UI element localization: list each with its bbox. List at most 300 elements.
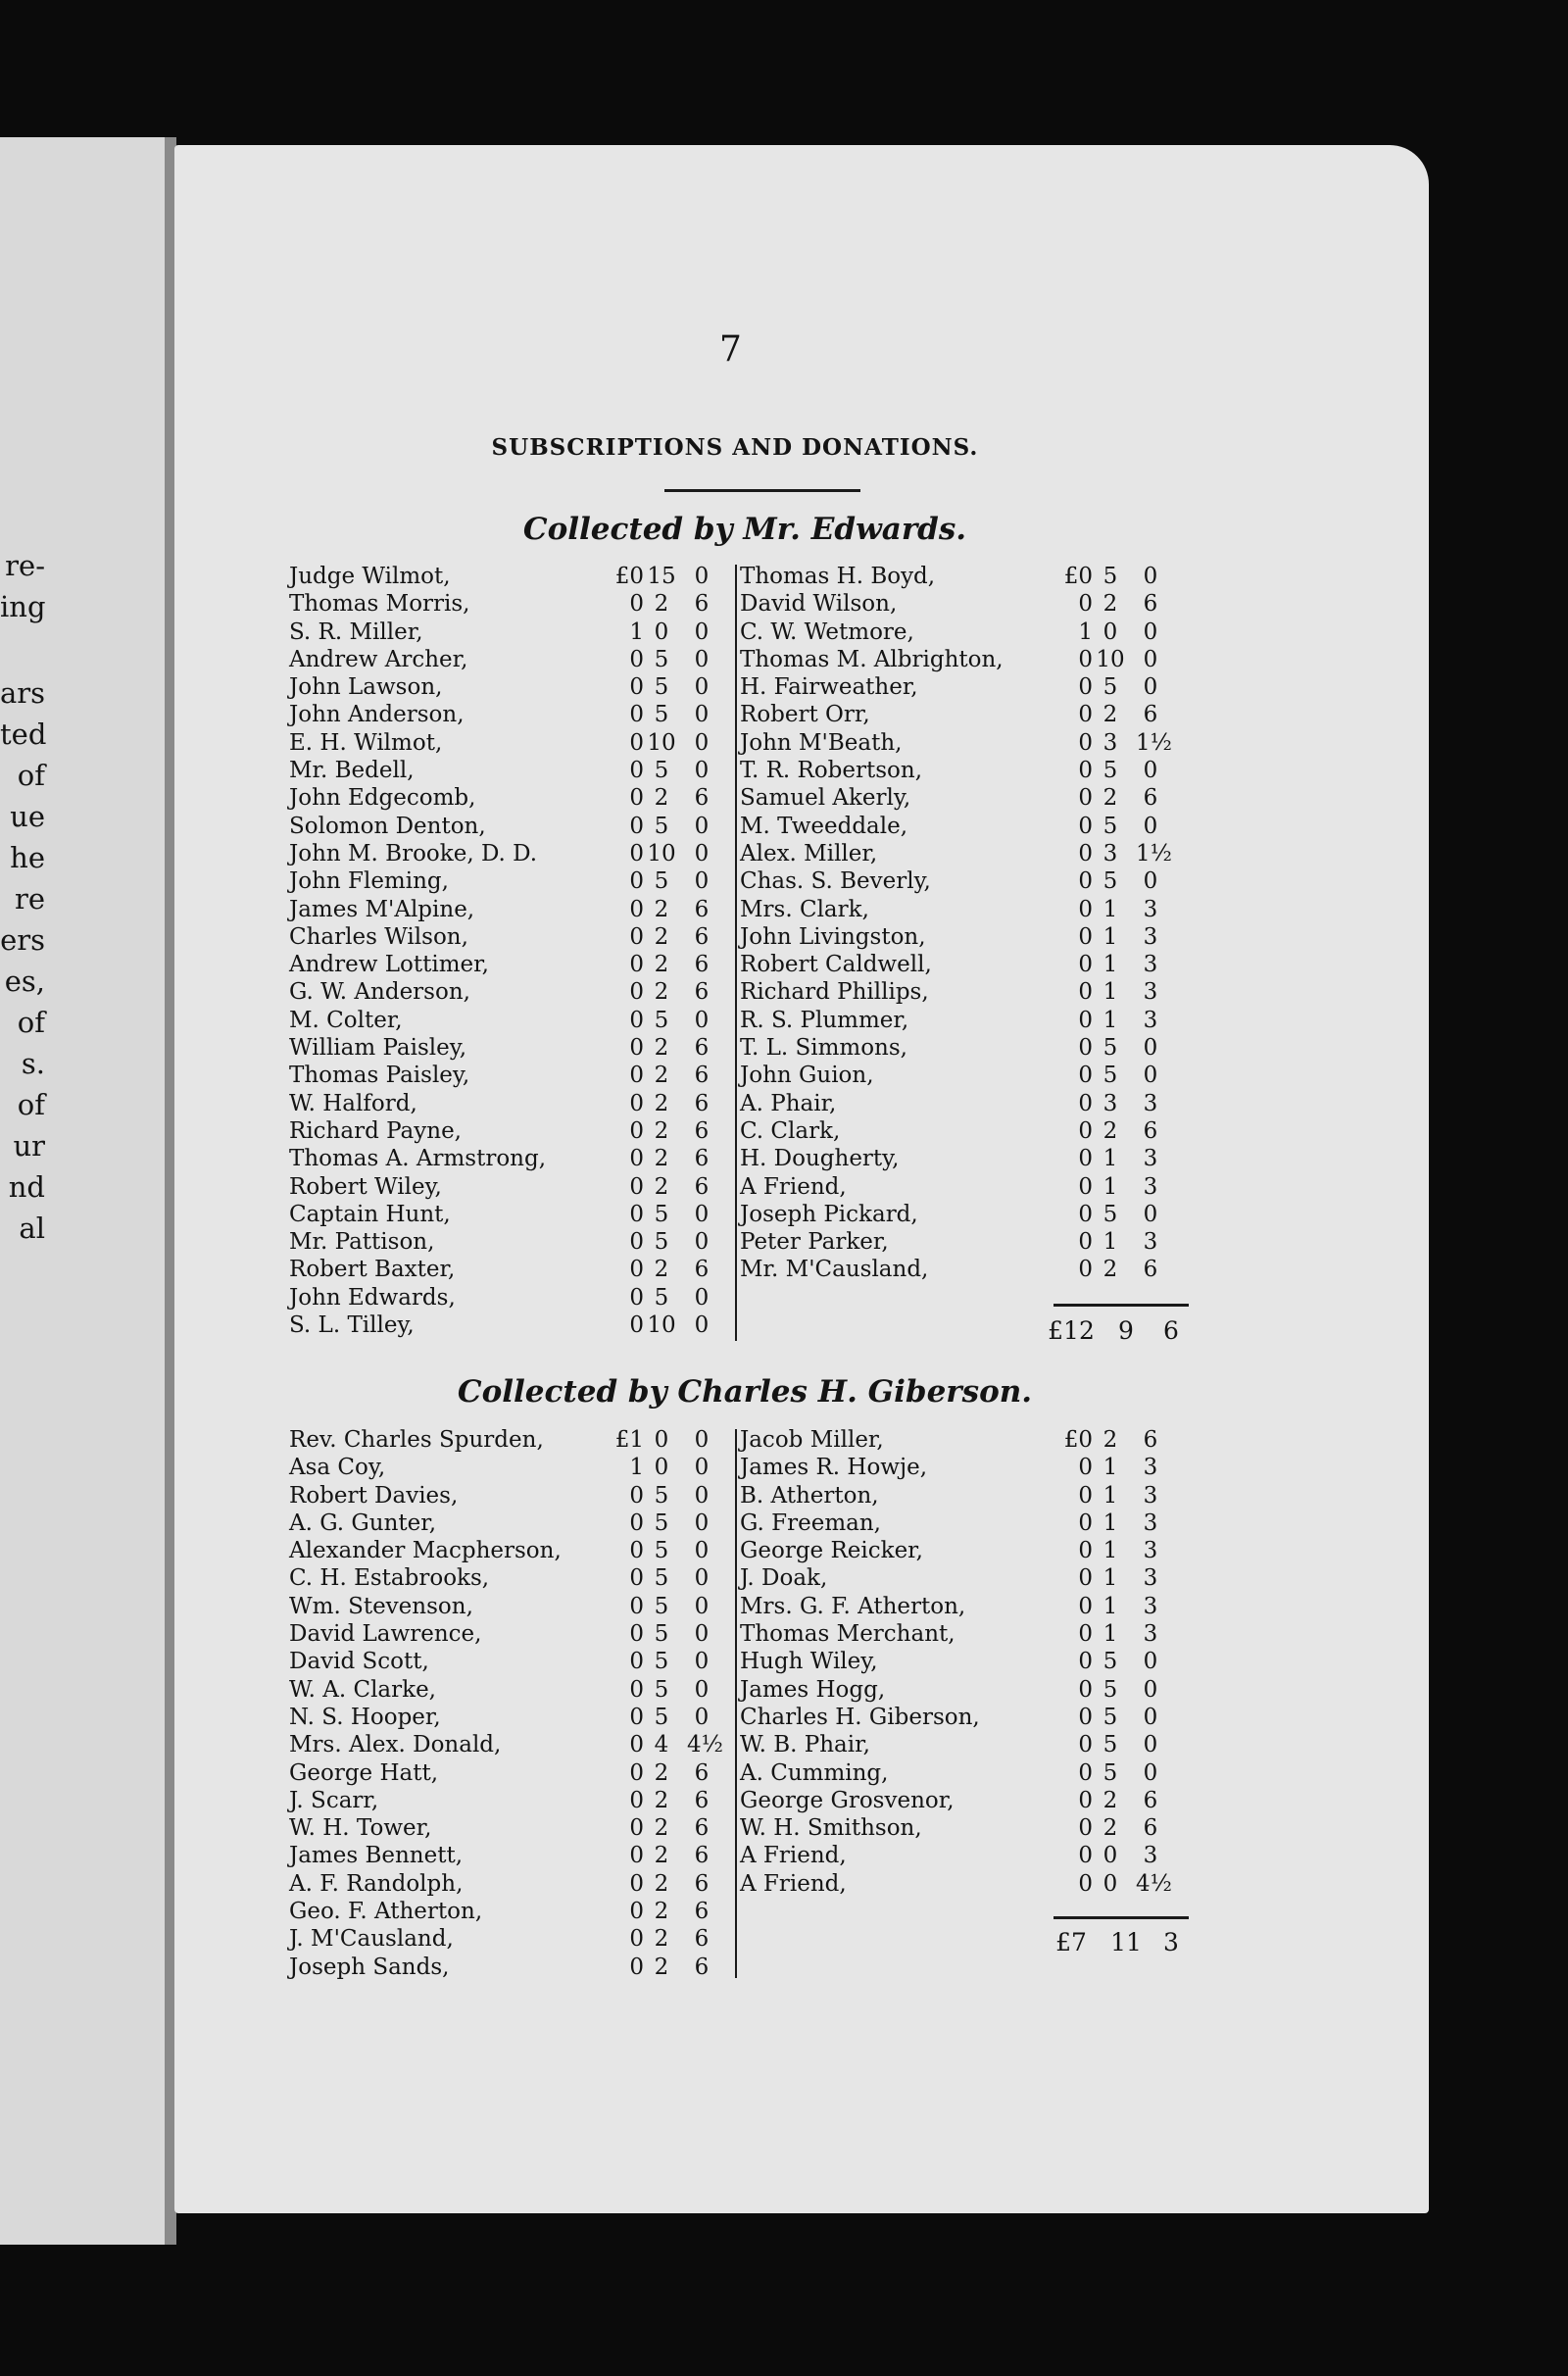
amount-pounds: 0: [1078, 1843, 1093, 1869]
subscriber-name: A Friend,: [740, 1843, 847, 1869]
amount-shillings: 5: [654, 813, 669, 839]
subscriber-name: George Hatt,: [289, 1759, 439, 1786]
amount-pounds: 0: [629, 840, 644, 866]
subscription-row: [289, 951, 740, 978]
amount-shillings: 5: [1102, 1676, 1118, 1703]
amount-pence: 4½: [687, 1732, 723, 1758]
subscriber-name: John Guion,: [740, 1063, 874, 1089]
amount-pounds: 0: [1078, 1787, 1093, 1813]
subscription-row: [289, 1007, 740, 1034]
amount-pounds: 0: [1078, 868, 1093, 895]
amount-pounds: 0: [1078, 1593, 1093, 1619]
amount-pounds: 0: [629, 1035, 644, 1062]
left-page-fragment: of: [17, 1006, 45, 1039]
amount-pence: 3: [1143, 1843, 1158, 1869]
subscription-row: [740, 784, 1191, 812]
amount-shillings: 5: [1102, 1063, 1118, 1089]
amount-pounds: 0: [1078, 1455, 1093, 1481]
amount-shillings: 3: [1102, 840, 1118, 866]
amount-pence: 0: [1143, 674, 1158, 701]
left-page-fragment: al: [19, 1212, 45, 1245]
amount-shillings: 2: [654, 952, 669, 978]
amount-shillings: 5: [654, 1201, 669, 1227]
column-divider: [735, 1429, 737, 1978]
amount-pence: 3: [1143, 1510, 1158, 1536]
subscriber-name: R. S. Plummer,: [740, 1007, 909, 1033]
amount-pence: 0: [694, 758, 710, 784]
subscriber-name: Robert Wiley,: [289, 1173, 442, 1200]
subscription-row: [289, 1898, 740, 1925]
subscription-row: [740, 1426, 1191, 1454]
amount-shillings: 1: [1102, 1173, 1118, 1200]
subscriber-name: John M'Beath,: [740, 729, 903, 756]
subscriber-name: James Hogg,: [740, 1676, 886, 1703]
amount-pence: 6: [694, 1759, 710, 1786]
total-shillings: 9: [1118, 1316, 1134, 1345]
subscription-row: [289, 1454, 740, 1481]
amount-shillings: 2: [654, 923, 669, 950]
amount-pounds: 0: [629, 1787, 644, 1813]
amount-pounds: £0: [1063, 1427, 1093, 1453]
subscription-row: [289, 1426, 740, 1454]
amount-pence: 6: [1143, 1117, 1158, 1144]
amount-pence: 6: [694, 923, 710, 950]
subscription-row: [289, 1842, 740, 1869]
amount-pounds: 0: [629, 1063, 644, 1089]
amount-shillings: 2: [654, 1146, 669, 1172]
subscriber-name: M. Tweeddale,: [740, 813, 908, 839]
amount-pounds: 0: [1078, 952, 1093, 978]
subscriber-name: C. W. Wetmore,: [740, 619, 914, 645]
amount-shillings: 5: [654, 1704, 669, 1730]
left-page-fragment: s.: [21, 1047, 45, 1080]
amount-pounds: 0: [1078, 591, 1093, 618]
subscriber-name: W. Halford,: [289, 1090, 417, 1116]
subscription-row: [740, 867, 1191, 895]
amount-pence: 0: [694, 619, 710, 645]
subscriber-name: Mrs. Alex. Donald,: [289, 1732, 502, 1758]
subscriber-name: Hugh Wiley,: [740, 1649, 878, 1675]
amount-shillings: 5: [654, 1482, 669, 1509]
amount-pounds: 0: [1078, 1870, 1093, 1897]
amount-pounds: 0: [1078, 979, 1093, 1006]
amount-pounds: 0: [1078, 1649, 1093, 1675]
amount-pounds: 0: [1078, 1063, 1093, 1089]
subscriber-name: A Friend,: [740, 1870, 847, 1897]
amount-pounds: 0: [1078, 923, 1093, 950]
amount-pence: 0: [1143, 1649, 1158, 1675]
subscription-row: [289, 1312, 740, 1339]
amount-pounds: 0: [1078, 1815, 1093, 1842]
amount-pounds: 0: [1078, 813, 1093, 839]
page-number: 7: [719, 329, 742, 370]
amount-pence: 3: [1143, 1621, 1158, 1648]
amount-shillings: 1: [1102, 979, 1118, 1006]
amount-pence: 6: [694, 896, 710, 922]
subscription-row: [740, 840, 1191, 867]
amount-pounds: 0: [629, 1870, 644, 1897]
amount-shillings: 2: [654, 1870, 669, 1897]
amount-shillings: 5: [654, 674, 669, 701]
amount-pounds: 0: [1078, 1007, 1093, 1033]
amount-pence: 0: [694, 840, 710, 866]
amount-shillings: 1: [1102, 923, 1118, 950]
subscription-row: [289, 978, 740, 1006]
subscriber-name: A. G. Gunter,: [289, 1510, 437, 1536]
amount-pounds: 0: [629, 868, 644, 895]
subscription-row: [289, 1173, 740, 1201]
amount-pence: 3: [1143, 923, 1158, 950]
subscription-row: [740, 1201, 1191, 1228]
subscription-row: [289, 1090, 740, 1117]
subscriber-name: David Scott,: [289, 1649, 429, 1675]
total-rule: [1054, 1304, 1189, 1307]
amount-pence: 6: [694, 1926, 710, 1953]
subscriber-name: Captain Hunt,: [289, 1201, 451, 1227]
section-edwards-total: [1044, 1316, 1200, 1346]
subscriber-name: Thomas Merchant,: [740, 1621, 956, 1648]
subscriber-name: A. Phair,: [740, 1090, 837, 1116]
amount-shillings: 15: [647, 564, 676, 589]
subscription-row: [289, 1925, 740, 1953]
amount-pence: 0: [1143, 1063, 1158, 1089]
subscription-row: [740, 813, 1191, 840]
amount-pence: 0: [694, 813, 710, 839]
subscriber-name: G. Freeman,: [740, 1510, 881, 1536]
amount-shillings: 2: [654, 785, 669, 812]
amount-pounds: £1: [614, 1427, 644, 1453]
subscriber-name: Alex. Miller,: [740, 840, 878, 866]
subscriber-name: Robert Caldwell,: [740, 952, 932, 978]
subscription-row: [289, 1145, 740, 1172]
subscriber-name: Solomon Denton,: [289, 813, 486, 839]
section-edwards-left-column: [289, 563, 740, 1339]
amount-pence: 0: [1143, 619, 1158, 645]
amount-shillings: 1: [1102, 1229, 1118, 1256]
amount-shillings: 2: [654, 1090, 669, 1116]
amount-shillings: 5: [1102, 1649, 1118, 1675]
section-edwards-right-column: [740, 563, 1191, 1284]
amount-pounds: 0: [629, 1621, 644, 1648]
amount-pounds: 0: [1078, 1146, 1093, 1172]
left-page-fragment: ue: [10, 800, 45, 833]
amount-shillings: 2: [1102, 1257, 1118, 1283]
amount-pounds: 0: [629, 1954, 644, 1980]
amount-pounds: 0: [629, 1843, 644, 1869]
amount-shillings: 2: [654, 896, 669, 922]
amount-pounds: 0: [629, 1704, 644, 1730]
amount-shillings: 5: [1102, 813, 1118, 839]
subscriber-name: John Fleming,: [289, 868, 449, 895]
subscriber-name: W. H. Smithson,: [740, 1815, 922, 1842]
amount-shillings: 10: [1096, 646, 1125, 672]
amount-pence: 3: [1143, 979, 1158, 1006]
amount-pence: 0: [694, 1510, 710, 1536]
amount-pounds: 0: [629, 1759, 644, 1786]
amount-pence: 0: [694, 1538, 710, 1564]
subscriber-name: Robert Davies,: [289, 1482, 459, 1509]
amount-pounds: 0: [629, 1676, 644, 1703]
subscription-row: [289, 590, 740, 618]
left-page-fragment: nd: [8, 1170, 45, 1204]
subscription-row: [289, 1537, 740, 1564]
subscription-row: [289, 1704, 740, 1731]
subscriber-name: Robert Orr,: [740, 702, 870, 728]
subscription-row: [740, 1256, 1191, 1283]
subscription-row: [289, 1954, 740, 1981]
subscription-row: [289, 1620, 740, 1648]
section-giberson-total: [1044, 1928, 1200, 1957]
total-shillings: 11: [1110, 1928, 1142, 1956]
amount-shillings: 5: [1102, 1759, 1118, 1786]
amount-pence: 3: [1143, 1007, 1158, 1033]
subscriber-name: Mrs. Clark,: [740, 896, 869, 922]
subscription-row: [740, 757, 1191, 784]
amount-shillings: 1: [1102, 1482, 1118, 1509]
amount-shillings: 5: [654, 1565, 669, 1592]
subscription-row: [740, 1620, 1191, 1648]
amount-pence: 6: [694, 952, 710, 978]
amount-pounds: 0: [1078, 1676, 1093, 1703]
subscription-row: [740, 563, 1191, 590]
subscription-row: [740, 1870, 1191, 1898]
subscription-row: [740, 1593, 1191, 1620]
subscriber-name: Thomas A. Armstrong,: [289, 1146, 547, 1172]
subscriber-name: S. L. Tilley,: [289, 1312, 415, 1339]
amount-pence: 6: [694, 1257, 710, 1283]
subscription-row: [740, 896, 1191, 923]
subscriber-name: George Reicker,: [740, 1538, 923, 1564]
amount-shillings: 2: [654, 979, 669, 1006]
amount-pounds: 0: [629, 1312, 644, 1339]
amount-pence: 6: [694, 1035, 710, 1062]
amount-pence: 6: [694, 1146, 710, 1172]
subscriber-name: Thomas Paisley,: [289, 1063, 470, 1089]
amount-pounds: 0: [1078, 702, 1093, 728]
amount-shillings: 2: [654, 1787, 669, 1813]
amount-shillings: 2: [654, 1954, 669, 1980]
amount-pence: 6: [694, 1787, 710, 1813]
subscriber-name: A Friend,: [740, 1173, 847, 1200]
subscriber-name: Mrs. G. F. Atherton,: [740, 1593, 966, 1619]
amount-pence: 0: [694, 1284, 710, 1311]
subscription-row: [740, 729, 1191, 757]
subscription-row: [740, 1648, 1191, 1675]
amount-shillings: 0: [654, 1455, 669, 1481]
amount-shillings: 1: [1102, 1621, 1118, 1648]
subscription-row: [740, 590, 1191, 618]
amount-pence: 0: [1143, 1035, 1158, 1062]
subscriber-name: B. Atherton,: [740, 1482, 879, 1509]
amount-pence: 3: [1143, 1173, 1158, 1200]
subscriber-name: T. R. Robertson,: [740, 758, 923, 784]
amount-pounds: 0: [629, 952, 644, 978]
subscription-row: [289, 784, 740, 812]
subscription-row: [740, 1173, 1191, 1201]
left-page-fragment: ers: [0, 923, 45, 957]
amount-pounds: 0: [629, 979, 644, 1006]
amount-pence: 3: [1143, 952, 1158, 978]
amount-pounds: 0: [1078, 1732, 1093, 1758]
subscriber-name: Richard Payne,: [289, 1117, 462, 1144]
subscription-row: [289, 1510, 740, 1537]
amount-pence: 4½: [1136, 1870, 1172, 1897]
amount-pence: 1½: [1136, 729, 1172, 756]
left-page-fragment: ted: [0, 718, 47, 751]
subscriber-name: Wm. Stevenson,: [289, 1593, 473, 1619]
subscription-row: [740, 951, 1191, 978]
left-page-fragment: of: [17, 1088, 45, 1121]
amount-pence: 0: [1143, 1201, 1158, 1227]
amount-shillings: 2: [1102, 1427, 1118, 1453]
subscription-row: [289, 1284, 740, 1312]
left-page-fragment: re: [14, 882, 45, 916]
left-page-fragment: ars: [0, 676, 46, 710]
subscriber-name: John Edwards,: [289, 1284, 456, 1311]
subscriber-name: Judge Wilmot,: [289, 564, 451, 589]
subscriber-name: W. B. Phair,: [740, 1732, 870, 1758]
subscription-row: [740, 701, 1191, 728]
amount-pence: 3: [1143, 1229, 1158, 1256]
amount-pence: 6: [694, 1954, 710, 1980]
amount-pounds: 0: [1078, 785, 1093, 812]
amount-pounds: 0: [629, 1899, 644, 1925]
subscription-row: [289, 646, 740, 673]
amount-pounds: 0: [1078, 1621, 1093, 1648]
subscriber-name: T. L. Simmons,: [740, 1035, 907, 1062]
amount-pounds: 0: [1078, 1090, 1093, 1116]
amount-pounds: £0: [614, 564, 644, 589]
amount-pounds: 0: [1078, 646, 1093, 672]
amount-pence: 0: [694, 1565, 710, 1592]
subscription-row: [740, 619, 1191, 646]
subscription-row: [740, 1482, 1191, 1510]
subscription-row: [740, 1537, 1191, 1564]
subscriber-name: Alexander Macpherson,: [289, 1538, 562, 1564]
amount-pence: 0: [1143, 1676, 1158, 1703]
amount-pounds: 0: [1078, 1510, 1093, 1536]
subscriber-name: Mr. Bedell,: [289, 758, 415, 784]
amount-pence: 0: [694, 1676, 710, 1703]
amount-pence: 0: [694, 1007, 710, 1033]
amount-pence: 3: [1143, 1593, 1158, 1619]
amount-pence: 0: [1143, 564, 1158, 589]
subscriber-name: Jacob Miller,: [740, 1427, 884, 1453]
amount-shillings: 1: [1102, 1455, 1118, 1481]
amount-shillings: 10: [647, 1312, 676, 1339]
amount-pence: 0: [694, 868, 710, 895]
subscriber-name: Richard Phillips,: [740, 979, 929, 1006]
amount-shillings: 1: [1102, 1510, 1118, 1536]
subscriber-name: Andrew Archer,: [289, 646, 468, 672]
subscription-row: [289, 867, 740, 895]
amount-pounds: 0: [1078, 1565, 1093, 1592]
amount-shillings: 5: [654, 1649, 669, 1675]
subscriber-name: Mr. Pattison,: [289, 1229, 435, 1256]
subscription-row: [289, 1787, 740, 1814]
amount-shillings: 1: [1102, 1007, 1118, 1033]
amount-pounds: 0: [629, 1284, 644, 1311]
subscription-row: [740, 1007, 1191, 1034]
amount-shillings: 0: [1102, 1843, 1118, 1869]
subscription-row: [289, 840, 740, 867]
amount-shillings: 2: [654, 1173, 669, 1200]
subscriber-name: Peter Parker,: [740, 1229, 889, 1256]
section-giberson-left-column: [289, 1426, 740, 1981]
amount-pounds: 0: [629, 1090, 644, 1116]
amount-pounds: 1: [629, 619, 644, 645]
amount-shillings: 5: [654, 868, 669, 895]
amount-pounds: 0: [629, 1007, 644, 1033]
amount-shillings: 1: [1102, 1538, 1118, 1564]
amount-pounds: 0: [629, 1257, 644, 1283]
total-pence: 6: [1163, 1316, 1179, 1345]
subscriber-name: John Livingston,: [740, 923, 926, 950]
amount-pounds: 0: [1078, 1538, 1093, 1564]
amount-shillings: 0: [1102, 1870, 1118, 1897]
amount-shillings: 5: [654, 1538, 669, 1564]
left-page-fragment: ur: [13, 1129, 45, 1163]
subscription-row: [289, 619, 740, 646]
left-page-edge: [0, 137, 169, 2245]
amount-pounds: 0: [1078, 1117, 1093, 1144]
amount-shillings: 2: [654, 1759, 669, 1786]
amount-pounds: 0: [629, 1565, 644, 1592]
subscription-row: [289, 1814, 740, 1842]
subscriber-name: Samuel Akerly,: [740, 785, 911, 812]
amount-shillings: 2: [654, 1117, 669, 1144]
subscription-row: [740, 923, 1191, 951]
subscriber-name: G. W. Anderson,: [289, 979, 470, 1006]
subscriber-name: C. H. Estabrooks,: [289, 1565, 490, 1592]
subscription-row: [740, 1676, 1191, 1704]
amount-pounds: 0: [629, 1926, 644, 1953]
amount-shillings: 5: [1102, 868, 1118, 895]
subscriber-name: S. R. Miller,: [289, 619, 423, 645]
amount-pounds: 0: [629, 702, 644, 728]
left-page-fragment: es,: [4, 965, 45, 998]
subscription-row: [740, 1034, 1191, 1062]
amount-pence: 0: [1143, 868, 1158, 895]
amount-shillings: 0: [654, 619, 669, 645]
subscription-row: [289, 1062, 740, 1089]
subscriber-name: W. A. Clarke,: [289, 1676, 436, 1703]
amount-pence: 6: [694, 1173, 710, 1200]
amount-pounds: 0: [1078, 1035, 1093, 1062]
amount-pounds: 0: [629, 1538, 644, 1564]
amount-pounds: 0: [629, 896, 644, 922]
amount-pence: 3: [1143, 1090, 1158, 1116]
subscription-row: [740, 1787, 1191, 1814]
amount-pence: 6: [694, 1899, 710, 1925]
amount-pounds: 1: [629, 1455, 644, 1481]
amount-shillings: 2: [1102, 1815, 1118, 1842]
subscription-row: [740, 1564, 1191, 1592]
subscriber-name: David Wilson,: [740, 591, 898, 618]
subscription-row: [289, 701, 740, 728]
amount-pence: 3: [1143, 1482, 1158, 1509]
left-page-fragment: he: [10, 841, 45, 874]
amount-pounds: 0: [1078, 1257, 1093, 1283]
amount-shillings: 1: [1102, 1593, 1118, 1619]
amount-shillings: 5: [1102, 564, 1118, 589]
amount-pence: 6: [694, 979, 710, 1006]
amount-shillings: 2: [1102, 702, 1118, 728]
amount-pounds: 0: [629, 1229, 644, 1256]
subscription-row: [740, 646, 1191, 673]
subscription-row: [289, 1117, 740, 1145]
amount-shillings: 5: [654, 646, 669, 672]
